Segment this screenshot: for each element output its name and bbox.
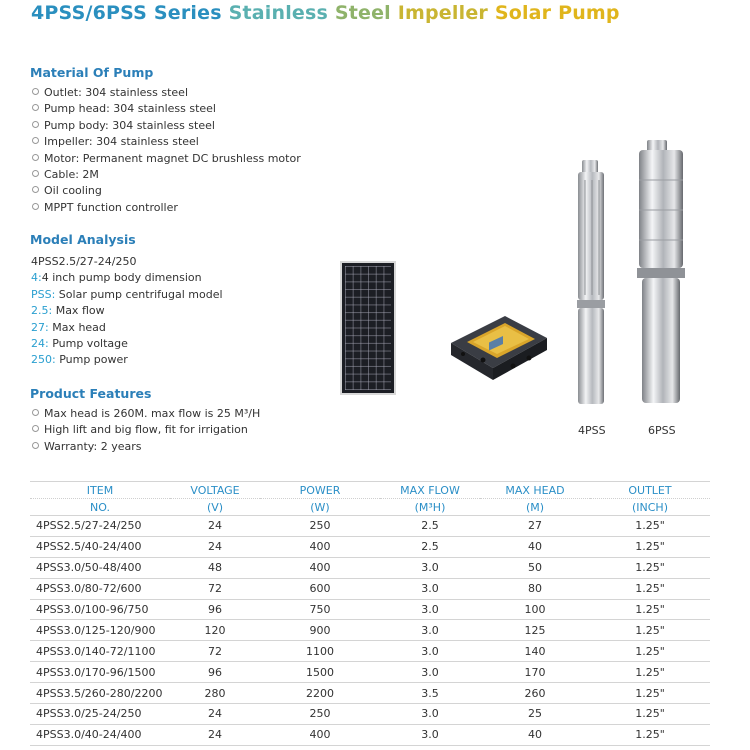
cell-item: 4PSS3.0/170-96/1500 — [30, 662, 170, 683]
unit-max-flow: (M³H) — [380, 499, 480, 516]
cell-voltage: 48 — [170, 557, 260, 578]
cell-max-head: 140 — [480, 641, 590, 662]
model-key: PSS: — [31, 287, 56, 301]
cell-item: 4PSS3.5/260-280/2200 — [30, 683, 170, 704]
bullet-icon — [32, 104, 39, 111]
model-desc: Pump voltage — [48, 336, 128, 350]
cell-max-flow: 3.0 — [380, 641, 480, 662]
list-item — [31, 352, 223, 368]
model-desc: Solar pump centrifugal model — [55, 287, 223, 301]
table-row — [30, 578, 710, 599]
cell-max-flow: 3.0 — [380, 620, 480, 641]
bullet-icon — [32, 442, 39, 449]
list-item — [31, 270, 223, 286]
cell-voltage: 24 — [170, 516, 260, 537]
list-item — [32, 200, 301, 216]
title-part-solar-pump: Solar Pump — [494, 2, 620, 24]
bullet-icon — [32, 425, 39, 432]
list-item — [32, 439, 260, 455]
list-item-text: Pump head: 304 stainless steel — [44, 102, 216, 116]
cell-max-head: 25 — [480, 704, 590, 725]
list-item-text: Max head is 260M. max flow is 25 M³/H — [44, 407, 261, 420]
cell-item: 4PSS3.0/140-72/1100 — [30, 641, 170, 662]
unit-item: NO. — [30, 499, 170, 516]
model-heading: Model Analysis — [30, 232, 136, 247]
list-item — [32, 134, 301, 150]
model-key: 2.5: — [31, 304, 53, 318]
table-row — [30, 662, 710, 683]
bullet-icon — [32, 137, 39, 144]
table-row — [30, 516, 710, 537]
cell-max-flow: 3.0 — [380, 662, 480, 683]
cell-voltage: 280 — [170, 683, 260, 704]
list-item-text: Impeller: 304 stainless steel — [44, 135, 199, 149]
controller-image — [443, 308, 553, 388]
cell-power: 400 — [260, 557, 380, 578]
model-key: 250: — [31, 353, 56, 367]
list-item — [31, 287, 223, 303]
cell-max-flow: 3.0 — [380, 724, 480, 745]
cell-voltage: 24 — [170, 536, 260, 557]
list-item — [32, 118, 301, 134]
cell-outlet: 1.25" — [590, 704, 710, 725]
list-item-text: Cable: 2M — [44, 167, 99, 181]
cell-power: 250 — [260, 516, 380, 537]
cell-voltage: 24 — [170, 704, 260, 725]
cell-outlet: 1.25" — [590, 724, 710, 745]
cell-max-flow: 3.0 — [380, 557, 480, 578]
cell-power: 400 — [260, 536, 380, 557]
cell-item: 4PSS3.0/80-72/600 — [30, 578, 170, 599]
list-item-text: MPPT function controller — [44, 200, 178, 214]
material-list — [32, 85, 301, 216]
material-heading: Material Of Pump — [30, 65, 154, 80]
cell-item: 4PSS3.0/100-96/750 — [30, 599, 170, 620]
pump-4pss-image — [572, 160, 612, 410]
cell-outlet: 1.25" — [590, 536, 710, 557]
cell-max-head: 40 — [480, 724, 590, 745]
model-key: 24: — [31, 336, 49, 350]
cell-voltage: 96 — [170, 662, 260, 683]
model-list — [31, 254, 223, 369]
cell-voltage: 72 — [170, 641, 260, 662]
bullet-icon — [32, 203, 39, 210]
list-item — [32, 85, 301, 101]
cell-voltage: 72 — [170, 578, 260, 599]
table-units-row — [30, 499, 710, 516]
cell-max-head: 100 — [480, 599, 590, 620]
cell-max-head: 125 — [480, 620, 590, 641]
list-item — [32, 101, 301, 117]
list-item-text: Outlet: 304 stainless steel — [44, 86, 189, 99]
list-item-text: Warranty: 2 years — [44, 439, 142, 453]
cell-max-head: 40 — [480, 536, 590, 557]
list-item — [32, 183, 301, 199]
list-item — [31, 320, 223, 336]
cell-outlet: 1.25" — [590, 516, 710, 537]
cell-outlet: 1.25" — [590, 641, 710, 662]
features-list — [32, 406, 260, 455]
col-header-outlet: OUTLET — [590, 482, 710, 499]
cell-outlet: 1.25" — [590, 578, 710, 599]
cell-item: 4PSS3.0/125-120/900 — [30, 620, 170, 641]
col-header-max-head: MAX HEAD — [480, 482, 590, 499]
page-title — [31, 2, 620, 24]
cell-item: 4PSS2.5/40-24/400 — [30, 536, 170, 557]
unit-max-head: (M) — [480, 499, 590, 516]
table-row — [30, 724, 710, 745]
pump-4pss-label: 4PSS — [578, 424, 606, 437]
cell-power: 750 — [260, 599, 380, 620]
table-header-row — [30, 482, 710, 499]
cell-outlet: 1.25" — [590, 620, 710, 641]
cell-item: 4PSS3.0/50-48/400 — [30, 557, 170, 578]
cell-voltage: 24 — [170, 724, 260, 745]
list-item — [31, 303, 223, 319]
model-example: 4PSS2.5/27-24/250 — [31, 255, 137, 268]
cell-max-flow: 3.0 — [380, 704, 480, 725]
list-item — [32, 406, 260, 422]
cell-max-flow: 3.0 — [380, 599, 480, 620]
table-row — [30, 536, 710, 557]
list-item — [32, 422, 260, 438]
cell-outlet: 1.25" — [590, 557, 710, 578]
bullet-icon — [32, 88, 39, 95]
table-row — [30, 683, 710, 704]
title-part-steel: Steel — [334, 2, 391, 24]
table-row — [30, 557, 710, 578]
cell-item: 4PSS3.0/25-24/250 — [30, 704, 170, 725]
cell-power: 400 — [260, 724, 380, 745]
col-header-max-flow: MAX FLOW — [380, 482, 480, 499]
model-key: 4: — [31, 271, 42, 285]
bullet-icon — [32, 121, 39, 128]
list-item-text: Oil cooling — [44, 184, 102, 198]
cell-voltage: 96 — [170, 599, 260, 620]
cell-power: 1100 — [260, 641, 380, 662]
table-row — [30, 641, 710, 662]
cell-outlet: 1.25" — [590, 662, 710, 683]
title-part-series: 4PSS/6PSS Series — [31, 2, 222, 24]
title-part-impeller: Impeller — [397, 2, 488, 24]
cell-outlet: 1.25" — [590, 599, 710, 620]
cell-max-flow: 3.5 — [380, 683, 480, 704]
col-header-voltage: VOLTAGE — [170, 482, 260, 499]
table-row — [30, 599, 710, 620]
model-key: 27: — [31, 320, 49, 334]
bullet-icon — [32, 409, 39, 416]
table-row — [30, 620, 710, 641]
cell-max-flow: 2.5 — [380, 536, 480, 557]
cell-max-flow: 2.5 — [380, 516, 480, 537]
table-row — [30, 704, 710, 725]
bullet-icon — [32, 154, 39, 161]
cell-power: 2200 — [260, 683, 380, 704]
list-item-text: High lift and big flow, fit for irrigation — [44, 423, 248, 437]
list-item — [32, 151, 301, 167]
model-desc: Max head — [48, 320, 106, 334]
col-header-item: ITEM — [30, 482, 170, 499]
cell-power: 900 — [260, 620, 380, 641]
pump-6pss-label: 6PSS — [648, 424, 676, 437]
cell-item: 4PSS3.0/40-24/400 — [30, 724, 170, 745]
solar-panel-image — [340, 261, 396, 395]
cell-item: 4PSS2.5/27-24/250 — [30, 516, 170, 537]
cell-max-head: 170 — [480, 662, 590, 683]
pump-6pss-image — [633, 140, 693, 405]
cell-max-head: 260 — [480, 683, 590, 704]
bullet-icon — [32, 186, 39, 193]
cell-max-head: 50 — [480, 557, 590, 578]
cell-max-head: 80 — [480, 578, 590, 599]
unit-outlet: (INCH) — [590, 499, 710, 516]
col-header-power: POWER — [260, 482, 380, 499]
features-heading: Product Features — [30, 386, 152, 401]
cell-voltage: 120 — [170, 620, 260, 641]
list-item-text: Motor: Permanent magnet DC brushless motor — [44, 151, 301, 165]
cell-max-head: 27 — [480, 516, 590, 537]
title-part-stainless: Stainless — [228, 2, 329, 24]
cell-max-flow: 3.0 — [380, 578, 480, 599]
model-desc: 4 inch pump body dimension — [41, 271, 202, 285]
list-item — [31, 336, 223, 352]
model-desc: Pump power — [55, 353, 128, 367]
unit-voltage: (V) — [170, 499, 260, 516]
bullet-icon — [32, 170, 39, 177]
model-desc: Max flow — [52, 304, 105, 318]
cell-power: 600 — [260, 578, 380, 599]
spec-table — [30, 481, 710, 746]
list-item-text: Pump body: 304 stainless steel — [44, 118, 215, 132]
cell-power: 1500 — [260, 662, 380, 683]
cell-power: 250 — [260, 704, 380, 725]
unit-power: (W) — [260, 499, 380, 516]
cell-outlet: 1.25" — [590, 683, 710, 704]
list-item — [32, 167, 301, 183]
